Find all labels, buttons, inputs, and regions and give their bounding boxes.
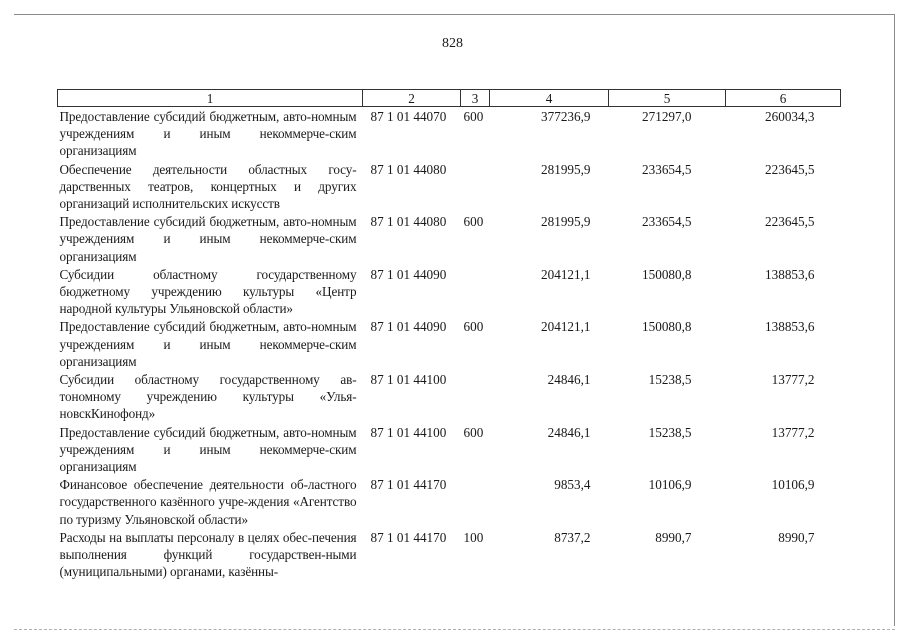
- row-value-col6: 13777,2: [771, 424, 815, 440]
- row-expense-type: 600: [463, 424, 484, 440]
- row-value-col5: 15238,5: [648, 372, 692, 388]
- row-name: Расходы на выплаты персоналу в целях обес-печения выполнения функций государствен-ными (муниципальными) органами, казённы-: [59, 529, 357, 580]
- row-name: Предоставление субсидий бюджетным, авто-номным учреждениям и иным некоммерче-ским организациям: [59, 319, 357, 369]
- column-header-2: 2: [363, 90, 461, 107]
- row-expense-type: [461, 475, 490, 528]
- row-value-col4: 9853,4: [554, 477, 591, 493]
- row-name: Предоставление субсидий бюджетным, авто-номным учреждениям и иным некоммерче-ским организациям: [59, 109, 357, 159]
- row-name: Предоставление субсидий бюджетным, авто-номным учреждениям и иным некоммерче-ским организациям: [59, 214, 357, 264]
- column-header-1: 1: [58, 90, 363, 107]
- row-value-col4: 24846,1: [547, 372, 591, 388]
- column-header-5: 5: [609, 90, 726, 107]
- table-row: [58, 160, 841, 213]
- row-expense-type: [461, 265, 490, 318]
- table-row: [58, 370, 841, 423]
- row-value-col4: 204121,1: [541, 319, 591, 335]
- table-row: [58, 265, 841, 318]
- table-row: [58, 528, 841, 581]
- row-code: 87 1 01 44170: [370, 529, 447, 545]
- row-code: 87 1 01 44100: [370, 424, 447, 440]
- row-value-col5: 15238,5: [648, 424, 692, 440]
- budget-table: [57, 89, 841, 580]
- row-value-col6: 223645,5: [765, 214, 815, 230]
- row-value-col5: 233654,5: [642, 161, 692, 177]
- row-code: 87 1 01 44090: [370, 266, 447, 282]
- table-row: [58, 212, 841, 265]
- column-header-3: 3: [461, 90, 490, 107]
- row-value-col5: 233654,5: [642, 214, 692, 230]
- row-value-col4: 281995,9: [541, 214, 591, 230]
- row-code: 87 1 01 44080: [370, 161, 447, 177]
- page-edge-top: [14, 14, 895, 15]
- column-header-6: 6: [726, 90, 841, 107]
- row-value-col5: 271297,0: [642, 109, 692, 124]
- row-value-col5: 150080,8: [642, 266, 692, 282]
- table-row: [58, 107, 841, 160]
- row-value-col6: 8990,7: [778, 529, 815, 545]
- row-name: Финансовое обеспечение деятельности об-ластного государственного казённого учре-ждения «Агентство по туризму Ульяновской области»: [59, 477, 357, 527]
- table-header-row: [58, 90, 841, 107]
- table-row: [58, 423, 841, 476]
- row-expense-type: 600: [463, 319, 484, 335]
- page-number: 828: [442, 36, 463, 51]
- row-value-col4: 281995,9: [541, 161, 591, 177]
- row-expense-type: 100: [463, 529, 484, 545]
- row-value-col6: 223645,5: [765, 161, 815, 177]
- row-value-col4: 204121,1: [541, 266, 591, 282]
- row-value-col6: 138853,6: [765, 319, 815, 335]
- row-value-col6: 10106,9: [771, 477, 815, 493]
- row-value-col6: 13777,2: [771, 372, 815, 388]
- row-code: 87 1 01 44170: [370, 477, 447, 493]
- column-header-4: 4: [490, 90, 609, 107]
- row-name: Субсидии областному государственному ав-тономному учреждению культуры «Улья-новскКинофонд»: [59, 372, 357, 422]
- row-name: Субсидии областному государственному бюджетному учреждению культуры «Центр народной культуры Ульяновской области»: [59, 266, 357, 317]
- table-row: [58, 475, 841, 528]
- row-value-col4: 24846,1: [547, 424, 591, 440]
- row-name: Обеспечение деятельности областных госу-дарственных театров, концертных и других организаций исполнительских искусств: [59, 161, 357, 212]
- row-code: 87 1 01 44080: [370, 214, 447, 230]
- row-code: 87 1 01 44090: [370, 319, 447, 335]
- row-code: 87 1 01 44100: [370, 372, 447, 388]
- row-value-col6: 138853,6: [765, 266, 815, 282]
- row-value-col4: 377236,9: [541, 109, 591, 124]
- row-value-col6: 260034,3: [765, 109, 815, 124]
- row-value-col5: 8990,7: [655, 529, 692, 545]
- row-expense-type: [461, 160, 490, 213]
- row-value-col5: 10106,9: [648, 477, 692, 493]
- row-expense-type: 600: [463, 214, 484, 230]
- row-expense-type: 600: [463, 109, 484, 124]
- row-code: 87 1 01 44070: [370, 109, 447, 124]
- row-expense-type: [461, 370, 490, 423]
- page-edge-bottom: [14, 629, 895, 630]
- page-edge-right: [894, 14, 895, 626]
- row-name: Предоставление субсидий бюджетным, авто-номным учреждениям и иным некоммерче-ским организациям: [59, 424, 357, 475]
- row-value-col4: 8737,2: [554, 529, 591, 545]
- table-row: [58, 317, 841, 370]
- row-value-col5: 150080,8: [642, 319, 692, 335]
